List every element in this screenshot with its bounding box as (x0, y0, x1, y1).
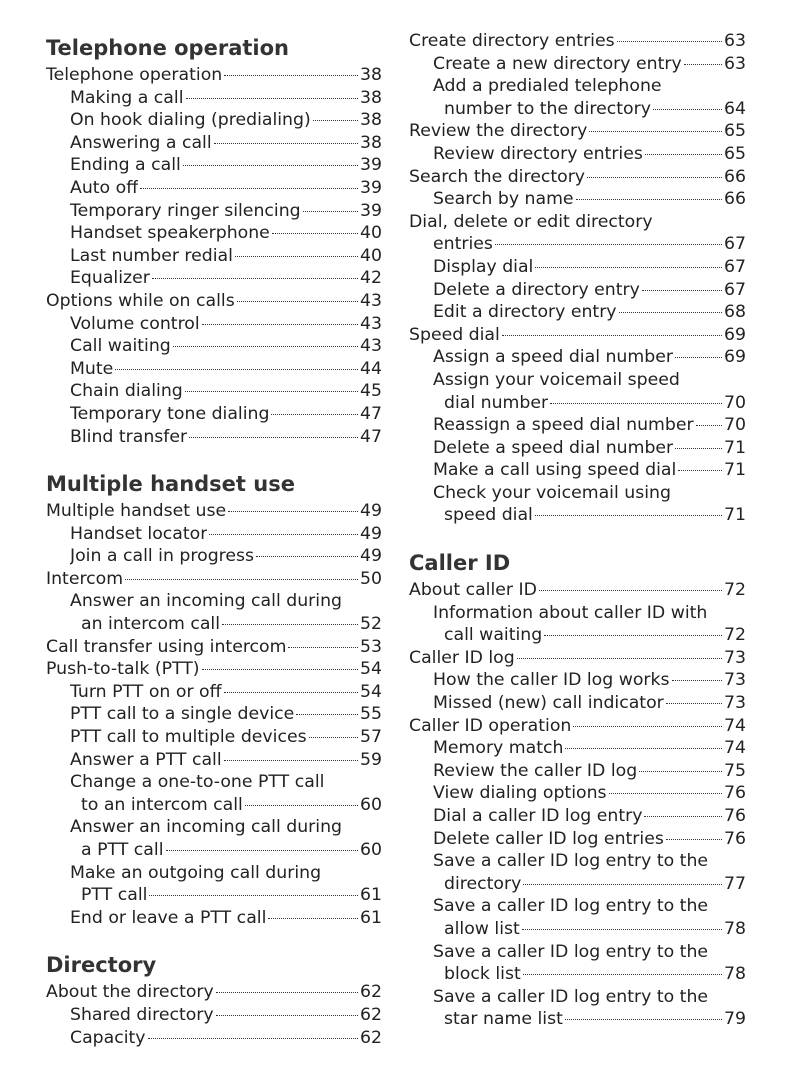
page-footer (0, 1072, 795, 1078)
toc-entry-title: Answer a PTT call (70, 749, 222, 770)
toc-entry-title: call waiting (444, 625, 543, 646)
toc-entry-title: Review directory entries (433, 143, 643, 164)
dot-leader (653, 109, 722, 110)
dot-leader (535, 267, 722, 268)
dot-leader (288, 647, 358, 648)
toc-entry-title: Ending a call (70, 155, 181, 176)
toc-entry-title: Display dial (433, 256, 534, 277)
toc-page-number: 75 (724, 760, 746, 781)
toc-page-number: 79 (724, 1009, 746, 1030)
toc-entry-title: Memory match (433, 738, 564, 759)
toc-entry-title: Delete caller ID log entries (433, 828, 664, 849)
dot-leader (256, 556, 358, 557)
toc-entry-title: Dial a caller ID log entry (433, 806, 643, 826)
toc-page-number: 53 (360, 636, 382, 657)
dot-leader (272, 233, 358, 234)
toc-page-number: 38 (360, 110, 382, 131)
toc-entry-line: Add a predialed telephone (433, 76, 662, 97)
dot-leader (535, 515, 722, 516)
dot-leader (587, 177, 722, 178)
toc-page-number: 63 (724, 31, 746, 51)
toc-entry[interactable] (409, 392, 746, 415)
dot-leader (675, 357, 722, 358)
toc-entry-title: End or leave a PTT call (70, 907, 267, 928)
toc-page-number: 39 (360, 177, 382, 198)
dot-leader (642, 290, 722, 291)
toc-entry-title: Create directory entries (409, 31, 615, 51)
toc-page-number: 60 (360, 840, 382, 860)
toc-entry[interactable] (409, 256, 746, 279)
toc-page-number: 39 (360, 200, 382, 221)
dot-leader (209, 534, 358, 535)
toc-page-number: 74 (724, 715, 746, 736)
toc-entry-title: Mute (70, 358, 114, 379)
dot-leader (140, 188, 358, 189)
dot-leader (216, 992, 358, 993)
toc-entry[interactable] (409, 437, 746, 460)
toc-entry-title: Search by name (433, 189, 574, 210)
toc-entry[interactable] (409, 579, 746, 602)
toc-page-number: 66 (724, 189, 746, 210)
toc-entry[interactable] (46, 839, 382, 862)
dot-leader (576, 199, 722, 200)
toc-entry-title: How the caller ID log works (433, 670, 670, 691)
dot-leader (222, 624, 358, 625)
toc-entry[interactable] (46, 132, 382, 155)
dot-leader (522, 929, 722, 930)
toc-entry-title: Caller ID operation (409, 715, 572, 736)
toc-entry-title: entries (433, 234, 493, 255)
toc-entry-title: About the directory (46, 982, 214, 1003)
toc-entry-title: Speed dial (409, 324, 500, 345)
toc-page-number: 68 (724, 302, 746, 323)
section-heading: Directory (46, 953, 157, 978)
dot-leader (517, 658, 722, 659)
toc-entry-title: Caller ID log (409, 647, 515, 668)
toc-entry[interactable] (409, 805, 746, 828)
toc-entry-title: Telephone operation (46, 65, 223, 85)
toc-entry-title: Shared directory (70, 1004, 214, 1025)
toc-entry[interactable] (409, 918, 746, 941)
dot-leader (523, 974, 722, 975)
dot-leader (148, 1038, 358, 1039)
toc-page-number: 59 (360, 749, 382, 770)
dot-leader (224, 75, 358, 76)
dot-leader (645, 154, 722, 155)
dot-leader (678, 470, 722, 471)
toc-page-number: 62 (360, 1004, 382, 1025)
toc-entry[interactable] (46, 154, 382, 177)
toc-page-number: 73 (724, 670, 746, 691)
toc-page-number: 50 (360, 568, 382, 589)
dot-leader (115, 369, 358, 370)
toc-entry[interactable] (46, 681, 382, 704)
toc-entry-title: Create a new directory entry (433, 53, 682, 74)
toc-entry[interactable] (46, 313, 382, 336)
toc-entry[interactable] (46, 403, 382, 426)
toc-page-number: 69 (724, 324, 746, 345)
toc-entry-title: Multiple handset use (46, 501, 227, 522)
toc-entry-title: About caller ID (409, 580, 537, 601)
toc-page-number: 60 (360, 794, 382, 815)
toc-page-number: 72 (724, 580, 746, 601)
dot-leader (245, 805, 358, 806)
toc-page-number: 43 (360, 336, 382, 357)
toc-entry[interactable] (409, 188, 746, 211)
dot-leader (303, 211, 358, 212)
toc-page-number: 71 (724, 505, 746, 526)
toc-entry[interactable] (46, 613, 382, 636)
toc-entry-line: Make an outgoing call during (70, 862, 322, 883)
toc-entry[interactable] (46, 380, 382, 403)
dot-leader (502, 335, 722, 336)
toc-entry-title: directory (444, 873, 522, 894)
toc-entry[interactable] (409, 279, 746, 302)
toc-entry-title: Join a call in progress (70, 546, 255, 567)
dot-leader (152, 278, 358, 279)
toc-entry-title: Call waiting (70, 336, 171, 357)
toc-entry[interactable] (46, 64, 382, 87)
toc-page-number: 67 (724, 234, 746, 255)
toc-entry[interactable] (409, 166, 746, 189)
toc-page-number: 44 (360, 358, 382, 379)
toc-page-number: 78 (724, 918, 746, 939)
toc-entry[interactable] (46, 545, 382, 568)
dot-leader (214, 143, 358, 144)
dot-leader (523, 884, 722, 885)
dot-leader (216, 1015, 358, 1016)
toc-entry-title: Turn PTT on or off (70, 681, 222, 702)
toc-page-number: 67 (724, 256, 746, 277)
toc-entry-title: a PTT call (81, 840, 164, 860)
toc-entry-title: Options while on calls (46, 290, 235, 311)
toc-page-number: 65 (724, 143, 746, 164)
toc-page-number: 43 (360, 313, 382, 334)
toc-page-number: 49 (360, 501, 382, 522)
toc-entry[interactable] (46, 245, 382, 268)
toc-entry[interactable] (46, 1004, 382, 1027)
toc-entry[interactable] (409, 301, 746, 324)
toc-entry[interactable] (46, 907, 382, 930)
toc-entry-title: View dialing options (433, 783, 607, 804)
dot-leader (696, 425, 722, 426)
toc-page-number: 62 (360, 982, 382, 1003)
toc-entry-title: Auto off (70, 177, 139, 198)
toc-page-number: 71 (724, 437, 746, 458)
toc-entry-title: Equalizer (70, 268, 150, 289)
toc-entry[interactable] (409, 324, 746, 347)
toc-entry-line: Dial, delete or edit directory (409, 211, 653, 232)
toc-entry-title: Push-to-talk (PTT) (46, 659, 200, 680)
dot-leader (544, 635, 722, 636)
toc-entry-title: Assign a speed dial number (433, 347, 673, 368)
toc-entry-title: Delete a speed dial number (433, 437, 674, 458)
toc-page-number: 39 (360, 155, 382, 176)
dot-leader (202, 669, 358, 670)
toc-page-number: 69 (724, 347, 746, 368)
toc-entry-line: Change a one-to-one PTT call (70, 772, 325, 793)
toc-page-number: 61 (360, 885, 382, 906)
toc-entry-title: Handset speakerphone (70, 223, 270, 244)
toc-entry[interactable] (46, 981, 382, 1004)
toc-entry-title: Reassign a speed dial number (433, 415, 694, 436)
dot-leader (672, 680, 722, 681)
toc-column-right (409, 30, 746, 1031)
toc-entry-title: Call transfer using intercom (46, 636, 287, 657)
toc-entry-line: Save a caller ID log entry to the (433, 986, 709, 1007)
toc-entry[interactable] (409, 873, 746, 896)
dot-leader (185, 391, 358, 392)
dot-leader (619, 312, 722, 313)
toc-entry-title: Handset locator (70, 523, 208, 544)
toc-page-number: 74 (724, 738, 746, 759)
toc-entry[interactable] (46, 222, 382, 245)
toc-entry-title: Volume control (70, 313, 200, 334)
toc-page-number: 62 (360, 1027, 382, 1048)
toc-entry-title: Temporary ringer silencing (70, 200, 301, 221)
dot-leader (565, 748, 722, 749)
toc-page-number: 70 (724, 392, 746, 413)
toc-entry-title: Delete a directory entry (433, 279, 640, 300)
toc-page-number: 76 (724, 783, 746, 804)
toc-entry[interactable] (409, 1008, 746, 1031)
toc-entry[interactable] (46, 658, 382, 681)
dot-leader (565, 1019, 722, 1020)
toc-page-number: 71 (724, 460, 746, 481)
toc-column-left (46, 30, 382, 1049)
toc-entry[interactable] (46, 636, 382, 659)
dot-leader (313, 120, 358, 121)
toc-entry[interactable] (409, 828, 746, 851)
toc-page-number: 57 (360, 727, 382, 748)
toc-page-number: 49 (360, 546, 382, 567)
toc-page-number: 54 (360, 681, 382, 702)
toc-entry-title: Review the directory (409, 121, 588, 142)
toc-entry[interactable] (46, 200, 382, 223)
dot-leader (550, 403, 722, 404)
toc-page-number: 43 (360, 290, 382, 311)
toc-entry-line: Save a caller ID log entry to the (433, 941, 709, 962)
toc-page-number: 49 (360, 523, 382, 544)
toc-entry-line: Assign your voicemail speed (433, 369, 680, 390)
toc-entry-title: Intercom (46, 568, 124, 589)
dot-leader (271, 414, 358, 415)
toc-entry[interactable] (409, 963, 746, 986)
toc-entry-title: Last number redial (70, 245, 233, 266)
toc-entry[interactable] (46, 794, 382, 817)
toc-page-number: 38 (360, 87, 382, 108)
dot-leader (639, 771, 722, 772)
dot-leader (666, 703, 722, 704)
toc-entry-title: Make a call using speed dial (433, 460, 677, 481)
toc-entry-title: Missed (new) call indicator (433, 693, 664, 714)
toc-entry[interactable] (409, 98, 746, 121)
dot-leader (228, 511, 358, 512)
toc-entry-title: allow list (444, 918, 520, 939)
toc-page-number: 45 (360, 381, 382, 402)
toc-entry-title: an intercom call (81, 614, 221, 635)
toc-page-number: 76 (724, 828, 746, 849)
toc-page-number: 66 (724, 166, 746, 187)
toc-entry[interactable] (46, 290, 382, 313)
toc-entry-line: Answer an incoming call during (70, 591, 342, 612)
toc-entry[interactable] (46, 884, 382, 907)
toc-entry-line: Answer an incoming call during (70, 817, 342, 838)
toc-entry[interactable] (46, 703, 382, 726)
toc-page-number: 70 (724, 415, 746, 436)
toc-page-number: 38 (360, 65, 382, 85)
toc-page-number: 40 (360, 223, 382, 244)
toc-entry[interactable] (409, 504, 746, 527)
dot-leader (173, 346, 358, 347)
dot-leader (224, 692, 358, 693)
toc-entry[interactable] (409, 692, 746, 715)
toc-entry-title: Search the directory (409, 166, 586, 187)
toc-page-number: 77 (724, 873, 746, 894)
toc-entry-title: PTT call to a single device (70, 704, 295, 725)
dot-leader (617, 41, 722, 42)
section-heading: Telephone operation (46, 36, 289, 60)
toc-entry[interactable] (46, 358, 382, 381)
dot-leader (309, 737, 358, 738)
toc-page-number: 64 (724, 98, 746, 119)
toc-entry[interactable] (46, 1027, 382, 1050)
toc-entry-title: speed dial (444, 505, 533, 526)
toc-page-number: 78 (724, 964, 746, 985)
toc-entry[interactable] (409, 647, 746, 670)
dot-leader (684, 64, 722, 65)
toc-entry[interactable] (409, 760, 746, 783)
toc-entry[interactable] (46, 568, 382, 591)
toc-page-number: 73 (724, 693, 746, 714)
dot-leader (125, 579, 358, 580)
toc-entry-title: Temporary tone dialing (70, 403, 270, 424)
toc-entry[interactable] (409, 346, 746, 369)
toc-entry[interactable] (409, 120, 746, 143)
toc-page-number: 38 (360, 132, 382, 153)
toc-entry-title: Making a call (70, 87, 184, 108)
toc-page-number: 63 (724, 53, 746, 74)
toc-entry[interactable] (46, 726, 382, 749)
dot-leader (186, 98, 358, 99)
section-heading: Multiple handset use (46, 472, 295, 497)
dot-leader (183, 165, 358, 166)
dot-leader (149, 895, 358, 896)
toc-entry[interactable] (409, 459, 746, 482)
toc-entry[interactable] (46, 177, 382, 200)
toc-entry-title: dial number (444, 392, 549, 413)
toc-entry-title: Capacity (70, 1027, 146, 1048)
toc-entry-title: Answering a call (70, 132, 212, 153)
toc-entry[interactable] (46, 749, 382, 772)
toc-entry-title: to an intercom call (81, 794, 243, 815)
toc-entry[interactable] (46, 267, 382, 290)
toc-page-number: 47 (360, 403, 382, 424)
dot-leader (296, 714, 358, 715)
toc-entry[interactable] (409, 414, 746, 437)
toc-entry[interactable] (409, 143, 746, 166)
toc-entry-title: Edit a directory entry (433, 302, 617, 323)
toc-entry-title: Review the caller ID log (433, 760, 638, 781)
dot-leader (644, 816, 722, 817)
toc-entry-title: star name list (444, 1009, 563, 1030)
toc-entry-title: number to the directory (444, 98, 651, 119)
dot-leader (675, 448, 722, 449)
toc-entry[interactable] (46, 335, 382, 358)
dot-leader (609, 793, 722, 794)
toc-entry-line: Check your voicemail using (433, 482, 671, 503)
dot-leader (539, 590, 722, 591)
toc-entry[interactable] (409, 624, 746, 647)
toc-entry[interactable] (46, 500, 382, 523)
toc-page-number: 73 (724, 647, 746, 668)
toc-entry[interactable] (409, 30, 746, 53)
toc-entry-title: PTT call (81, 885, 148, 906)
toc-page-number: 47 (360, 426, 382, 447)
toc-entry[interactable] (46, 523, 382, 546)
toc-page-number: 76 (724, 806, 746, 826)
dot-leader (237, 301, 358, 302)
toc-entry-line: Save a caller ID log entry to the (433, 896, 709, 917)
toc-entry-title: Chain dialing (70, 381, 183, 402)
toc-page-number: 40 (360, 245, 382, 266)
toc-page-number: 61 (360, 907, 382, 928)
toc-entry[interactable] (409, 53, 746, 76)
toc-entry-title: PTT call to multiple devices (70, 727, 307, 748)
toc-entry[interactable] (46, 87, 382, 110)
toc-entry[interactable] (409, 737, 746, 760)
toc-entry[interactable] (409, 669, 746, 692)
dot-leader (166, 850, 359, 851)
toc-entry[interactable] (409, 782, 746, 805)
toc-page-number: 55 (360, 704, 382, 725)
toc-page-number: 65 (724, 121, 746, 142)
dot-leader (189, 437, 358, 438)
dot-leader (573, 726, 722, 727)
toc-entry-line: Information about caller ID with (433, 602, 708, 623)
toc-page-number: 52 (360, 614, 382, 635)
toc-entry[interactable] (409, 233, 746, 256)
toc-page-number: 42 (360, 268, 382, 289)
toc-entry-title: Blind transfer (70, 426, 188, 447)
toc-entry-title: block list (444, 964, 521, 985)
dot-leader (495, 244, 722, 245)
toc-entry-title: On hook dialing (predialing) (70, 110, 311, 131)
toc-entry[interactable] (46, 426, 382, 449)
toc-entry-line: Save a caller ID log entry to the (433, 851, 709, 872)
toc-page-number: 72 (724, 625, 746, 646)
toc-page-number: 67 (724, 279, 746, 300)
dot-leader (666, 839, 722, 840)
dot-leader (235, 256, 358, 257)
toc-entry[interactable] (409, 715, 746, 738)
dot-leader (589, 131, 722, 132)
section-heading: Caller ID (409, 551, 511, 576)
toc-page-number: 54 (360, 659, 382, 680)
dot-leader (224, 760, 358, 761)
dot-leader (202, 324, 358, 325)
toc-entry[interactable] (46, 109, 382, 132)
dot-leader (268, 918, 358, 919)
